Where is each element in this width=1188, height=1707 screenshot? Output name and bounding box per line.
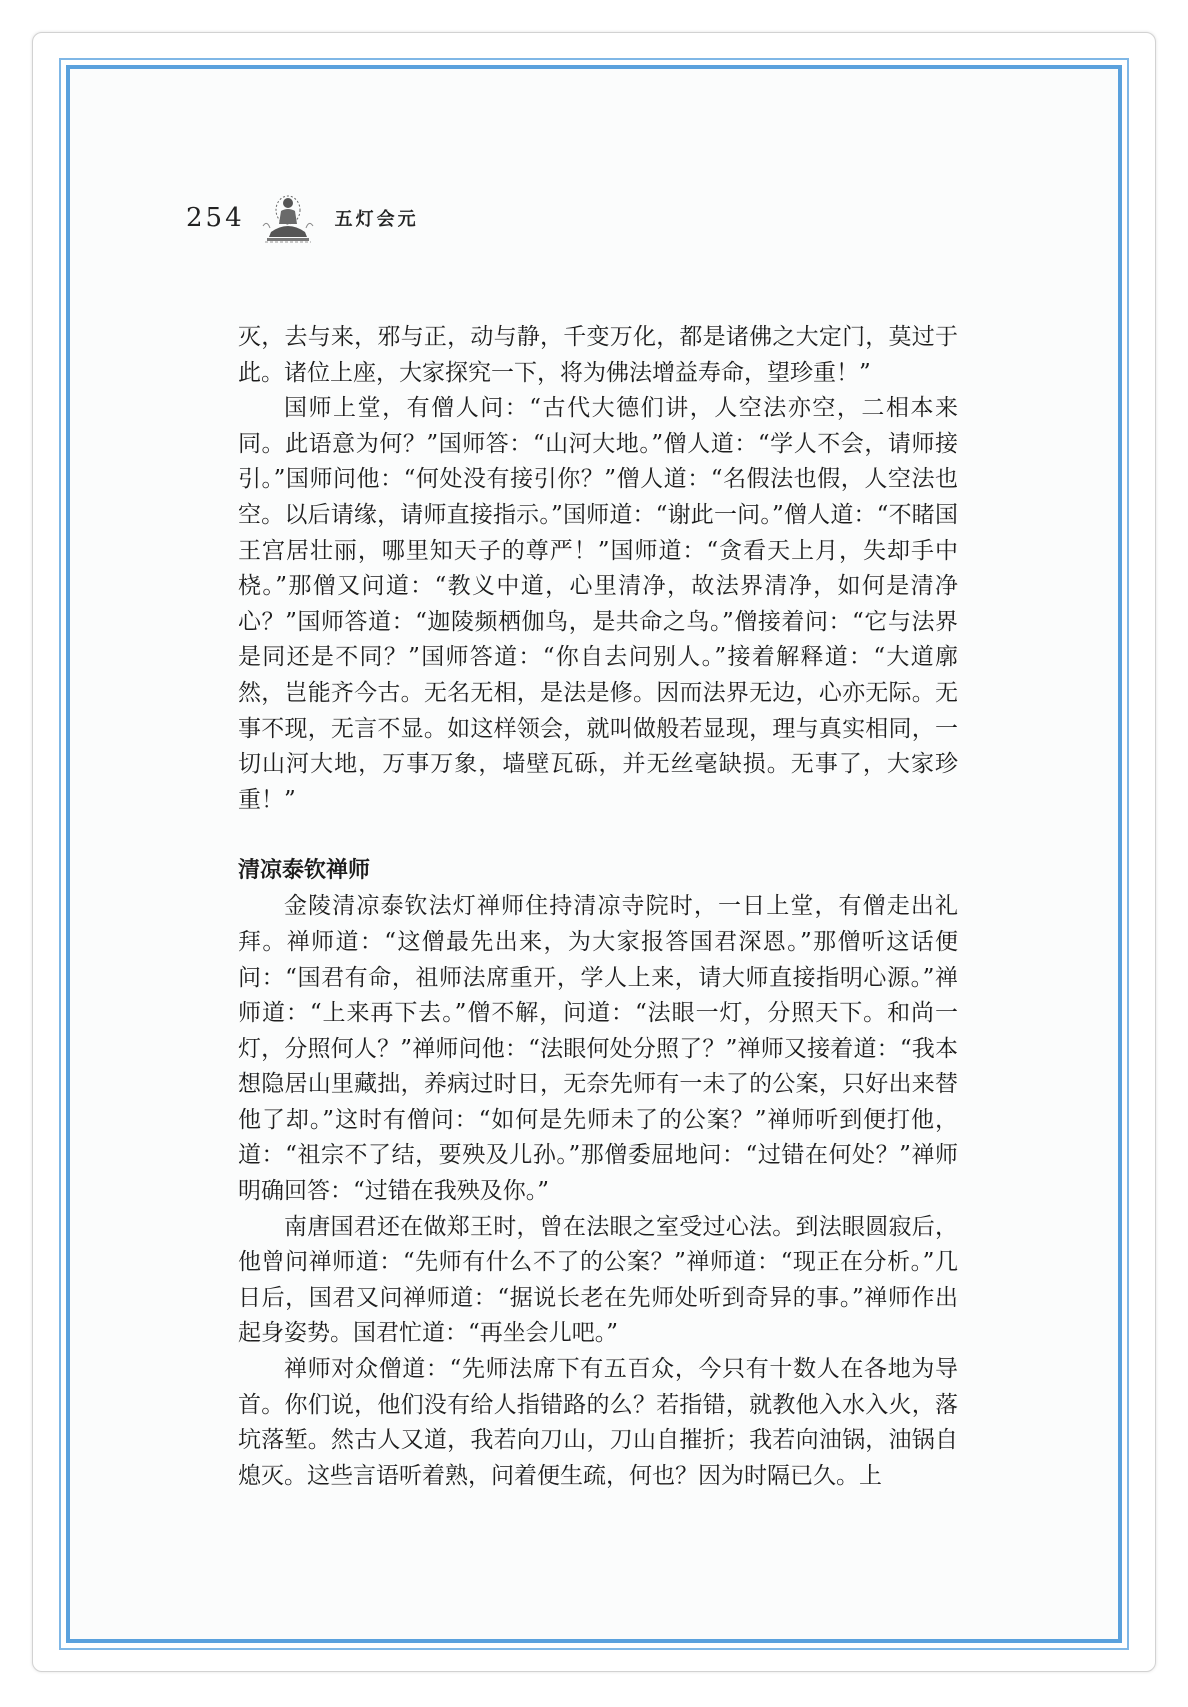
seated-buddha-icon (261, 190, 315, 246)
paragraph: 国师上堂，有僧人问：“古代大德们讲，人空法亦空，二相本来同。此语意为何？”国师答：“山河大地。”僧人道：“学人不会，请师接引。”国师问他：“何处没有接引你？”僧人道：“名假法也假，人空法也空。以后请缘，请师直接指示。”国师道：“谢此一问。”僧人道：“不睹国王宫居壮丽，哪里知天子的尊严！”国师道：“贪看天上月，失却手中桡。”那僧又问道：“教义中道，心里清净，故法界清净，如何是清净心？”国师答道：“迦陵频栖伽鸟，是共命之鸟。”僧接着问：“它与法界是同还是不同？”国师答道：“你自去问别人。”接着解释道：“大道廓然，岂能齐今古。无名无相，是法是修。因而法界无边，心亦无际。无事不现，无言不显。如这样领会，就叫做般若显现，理与真实相同，一切山河大地，万事万象，墙壁瓦砾，并无丝毫缺损。无事了，大家珍重！” (238, 395, 958, 813)
paragraph: 金陵清凉泰钦法灯禅师住持清凉寺院时，一日上堂，有僧走出礼拜。禅师道：“这僧最先出来，为大家报答国君深恩。”那僧听这话便问：“国君有命，祖师法席重开，学人上来，请大师直接指明心源。”禅师道：“上来再下去。”僧不解，问道：“法眼一灯，分照天下。和尚一灯，分照何人？”禅师问他：“法眼何处分照了？”禅师又接着道：“我本想隐居山里藏拙，养病过时日，无奈先师有一未了的公案，只好出来替他了却。”这时有僧问：“如何是先师未了的公案？”禅师听到便打他，道：“祖宗不了结，要殃及儿孙。”那僧委屈地问：“过错在何处？”禅师明确回答：“过错在我殃及你。” (238, 893, 958, 1205)
paragraph: 南唐国君还在做郑王时，曾在法眼之室受过心法。到法眼圆寂后，他曾问禅师道：“先师有什么不了的公案？”禅师道：“现正在分析。”几日后，国君又问禅师道：“据说长老在先师处听到奇异的事。”禅师作出起身姿势。国君忙道：“再坐会儿吧。” (238, 1213, 958, 1347)
page-header (186, 188, 419, 248)
page-body (238, 320, 958, 1494)
section-heading: 清凉泰钦禅师 (238, 858, 371, 884)
paragraph: 灭，去与来，邪与正，动与静，千变万化，都是诸佛之大定门，莫过于此。诸位上座，大家探究一下，将为佛法增益寿命，望珍重！” (238, 324, 958, 386)
page-number: 254 (186, 203, 245, 233)
paragraph: 禅师对众僧道：“先师法席下有五百众，今只有十数人在各地为导首。你们说，他们没有给人指错路的么？若指错，就教他入水入火，落坑落堑。然古人又道，我若向刀山，刀山自摧折；我若向油锅，油锅自熄灭。这些言语听着熟，问着便生疏，何也？因为时隔已久。上 (238, 1356, 958, 1489)
book-title: 五灯会元 (334, 209, 419, 230)
